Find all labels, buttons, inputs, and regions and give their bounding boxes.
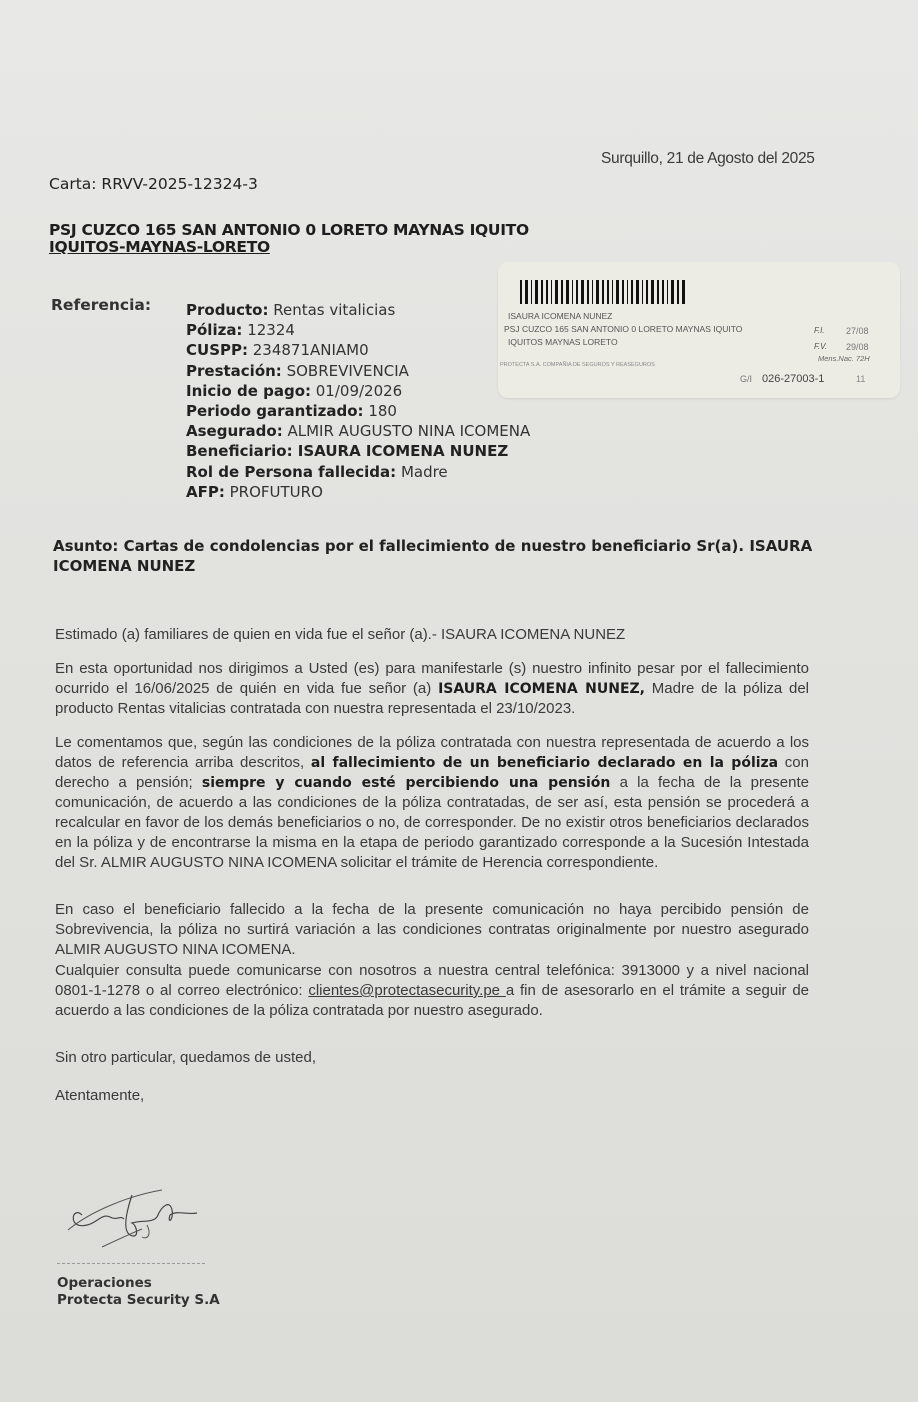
- paragraph-condolence: [55, 659, 809, 719]
- closing-line: Sin otro particular, quedamos de usted,: [55, 1049, 316, 1066]
- greeting: Estimado (a) familiares de quien en vida fue el señor (a).- ISAURA ICOMENA NUNEZ: [55, 626, 626, 643]
- ref-deceased-role: [186, 462, 530, 482]
- paragraph-no-variation: En caso el beneficiario fallecido a la fecha de la presente comunicación no haya percibido pensión de Sobrevivencia, la póliza no surtirá variación a las condiciones contratas originalmente por nuestro asegurado ALMIR AUGUSTO NINA ICOMENA.: [55, 901, 809, 958]
- letter-date: Surquillo, 21 de Agosto del 2025: [601, 150, 815, 167]
- ref-afp: [186, 482, 530, 502]
- ref-key: Rol de Persona fallecida:: [186, 462, 397, 481]
- ref-value: ALMIR AUGUSTO NINA ICOMENA: [282, 422, 531, 441]
- text: Madre de la póliza del producto Rentas vitalicias contratada con nuestra representada el 23/10/2023.: [55, 680, 809, 717]
- paragraph-conditions: [55, 733, 809, 873]
- ref-key: Prestación:: [186, 361, 282, 380]
- closing-regards: Atentamente,: [55, 1087, 145, 1104]
- sticker-service: Mens.Nac. 72H: [818, 354, 870, 363]
- ref-key: CUSPP:: [186, 341, 248, 360]
- reference-list: [186, 300, 530, 502]
- handwritten-signature: [62, 1185, 212, 1255]
- ref-guaranteed-period: [186, 401, 530, 421]
- text: Le comentamos que, según las condiciones de la póliza contratada con nuestra representada de acuerdo a los datos de referencia arriba descritos,: [55, 734, 809, 771]
- ref-value: 01/09/2026: [311, 381, 403, 400]
- ref-value: PROFUTURO: [224, 482, 323, 501]
- ref-value: Madre: [396, 462, 448, 481]
- ref-benefit: [186, 361, 530, 381]
- signature-department: Operaciones: [57, 1275, 152, 1291]
- recipient-address-line2: IQUITOS-MAYNAS-LORETO: [49, 238, 270, 256]
- sticker-recipient-name: ISAURA ICOMENA NUNEZ: [508, 311, 613, 321]
- ref-value: 180: [363, 402, 397, 421]
- ref-key: Asegurado:: [186, 422, 283, 441]
- ref-product: [186, 300, 530, 320]
- ref-value: 12324: [242, 321, 295, 340]
- ref-value: SOBREVIVENCIA: [281, 361, 409, 380]
- ref-payment-start: [186, 381, 530, 401]
- ref-beneficiary: [186, 441, 530, 461]
- text: a fin de asesorarlo en el trámite a seguir de acuerdo a las condiciones de la póliza contratada por nuestro asegurado.: [55, 982, 810, 1019]
- ref-value: Rentas vitalicias: [268, 301, 396, 319]
- letter-subject: Asunto: Cartas de condolencias por el fallecimiento de nuestro beneficiario Sr(a). ISAURA ICOMENA NUNEZ: [53, 537, 813, 575]
- ref-insured: [186, 421, 530, 441]
- ref-value: 234871ANIAM0: [247, 341, 369, 360]
- text: Cualquier consulta puede comunicarse con nosotros a nuestra central telefónica: 3913000 y a nivel nacional 0801-1-1278 o al correo electrónico:: [55, 962, 809, 999]
- letter-reference-number: Carta: RRVV-2025-12324-3: [49, 175, 258, 193]
- signature-line: [57, 1263, 205, 1264]
- ref-key: Inicio de pago:: [186, 381, 311, 400]
- sticker-count: 11: [856, 374, 866, 384]
- sticker-fi-label: F.I.: [814, 326, 825, 335]
- barcode-icon: [520, 280, 730, 304]
- sticker-fi-value: 27/08: [846, 326, 869, 336]
- bold-text: al fallecimiento de un beneficiario declarado en la póliza: [310, 755, 779, 771]
- signature-company: Protecta Security S.A: [57, 1292, 220, 1308]
- sticker-company: PROTECTA S.A. COMPAÑIA DE SEGUROS Y REASEGUROS: [500, 362, 655, 368]
- ref-key: Póliza:: [186, 321, 243, 340]
- text: En esta oportunidad nos dirigimos a Usted (es) para manifestarle (s) nuestro infinito pesar por el fallecimiento ocurrido el 16/06/2025 de quién en vida fue señor (a): [55, 660, 809, 697]
- sticker-gi-value: 026-27003-1: [762, 373, 825, 385]
- email-link[interactable]: clientes@protectasecurity.pe: [308, 982, 506, 999]
- ref-policy: [186, 320, 530, 340]
- text: a la fecha de la presente comunicación, de acuerdo a las condiciones de la póliza contratadas, de ser así, esta pensión se procederá a recalcular en favor de los demás beneficiarios o no, de corresponder. De no existir otros beneficiarios declarados en la póliza y de encontrarse la misma en la etapa de periodo garantizado corresponde a la Sucesión Intestada del Sr. ALMIR AUGUSTO NINA ICOMENA solicitar el trámite de Herencia correspondiente.: [55, 774, 810, 871]
- bold-text: ISAURA ICOMENA NUNEZ,: [438, 681, 645, 697]
- ref-key: Beneficiario:: [186, 442, 293, 461]
- sticker-address-line1: PSJ CUZCO 165 SAN ANTONIO 0 LORETO MAYNAS IQUITO: [504, 324, 743, 334]
- sticker-fv-label: F.V.: [814, 342, 828, 351]
- ref-key: Producto:: [186, 301, 269, 319]
- bold-text: siempre y cuando esté percibiendo una pensión: [201, 775, 611, 791]
- sticker-fv-value: 29/08: [846, 342, 869, 352]
- ref-key: Periodo garantizado:: [186, 402, 364, 421]
- ref-cuspp: [186, 340, 530, 360]
- sticker-address-line2: IQUITOS MAYNAS LORETO: [508, 337, 618, 347]
- sticker-gi-label: G/I: [740, 374, 753, 384]
- recipient-address-line1: PSJ CUZCO 165 SAN ANTONIO 0 LORETO MAYNAS IQUITO: [49, 221, 529, 239]
- reference-label: Referencia:: [51, 296, 152, 314]
- text: con derecho a pensión;: [55, 754, 809, 791]
- ref-key: AFP:: [186, 482, 225, 501]
- ref-value: ISAURA ICOMENA NUNEZ: [292, 442, 509, 461]
- mailing-label-sticker: [498, 262, 900, 398]
- paragraph-contact: [55, 961, 809, 1021]
